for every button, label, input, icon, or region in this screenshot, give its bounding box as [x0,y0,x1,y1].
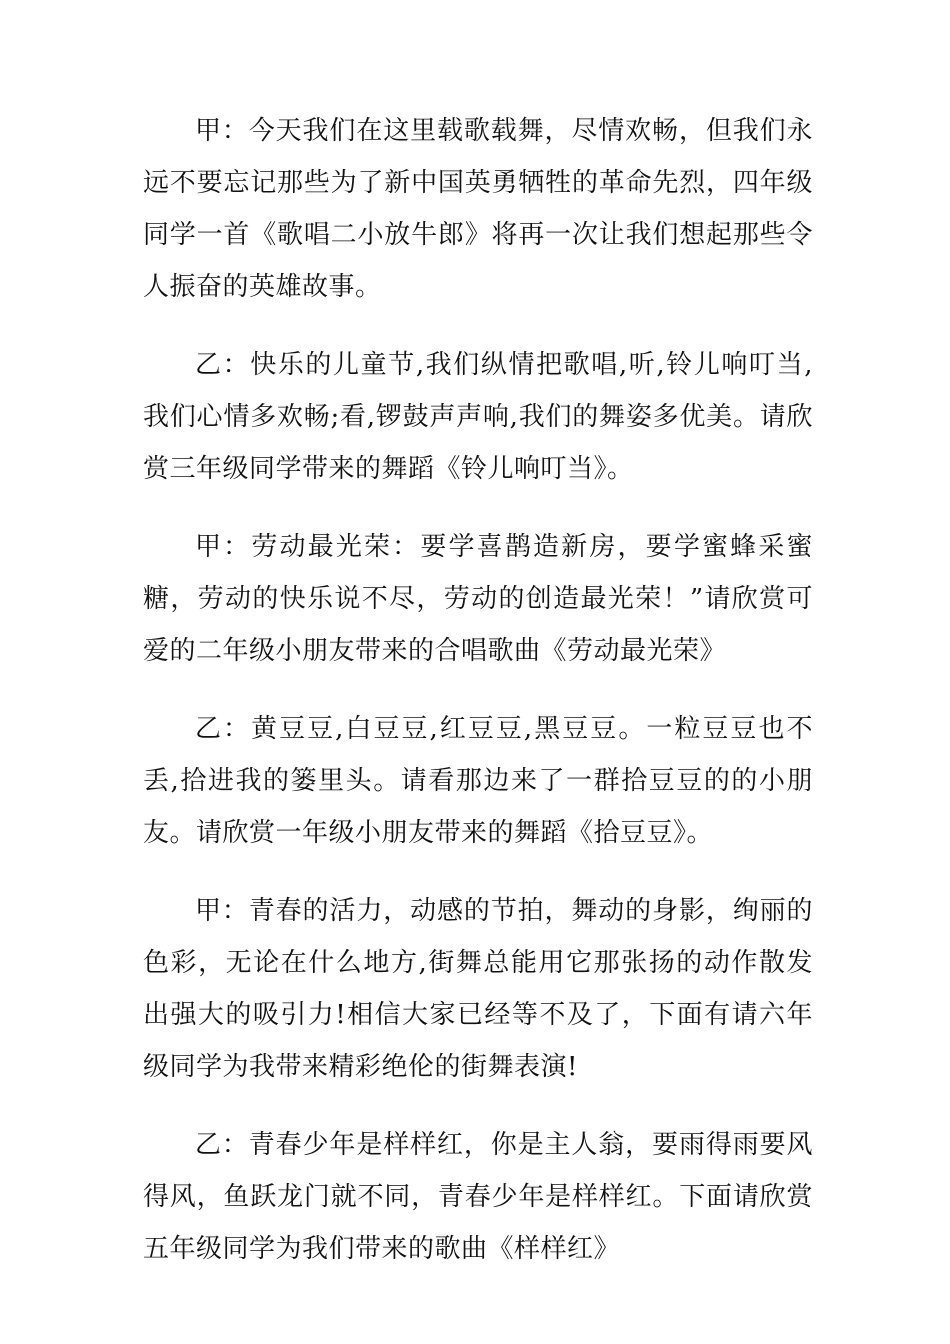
paragraph-3: 甲：劳动最光荣：要学喜鹊造新房，要学蜜蜂采蜜糖，劳动的快乐说不尽，劳动的创造最光荣！”请欣赏可爱的二年级小朋友带来的合唱歌曲《劳动最光荣》 [143,532,813,666]
paragraph-1: 甲：今天我们在这里载歌载舞，尽情欢畅，但我们永远不要忘记那些为了新中国英勇牺牲的革命先烈，四年级同学一首《歌唱二小放牛郎》将再一次让我们想起那些令人振奋的英雄故事。 [143,116,813,302]
document-body [143,105,813,1301]
paragraph-6: 乙：青春少年是样样红，你是主人翁，要雨得雨要风得风，鱼跃龙门就不同，青春少年是样样红。下面请欣赏五年级同学为我们带来的歌曲《样样红》 [143,1130,813,1264]
paragraph-5: 甲：青春的活力，动感的节拍，舞动的身影，绚丽的色彩，无论在什么地方,街舞总能用它那张扬的动作散发出强大的吸引力!相信大家已经等不及了，下面有请六年级同学为我带来精彩绝伦的街舞表演! [143,896,813,1082]
paragraph-2: 乙：快乐的儿童节,我们纵情把歌唱,听,铃儿响叮当,我们心情多欢畅;看,锣鼓声声响,我们的舞姿多优美。请欣赏三年级同学带来的舞蹈《铃儿响叮当》。 [143,350,813,484]
paragraph-4: 乙：黄豆豆,白豆豆,红豆豆,黑豆豆。一粒豆豆也不丢,拾进我的篓里头。请看那边来了一群拾豆豆的的小朋友。请欣赏一年级小朋友带来的舞蹈《拾豆豆》。 [143,714,813,848]
